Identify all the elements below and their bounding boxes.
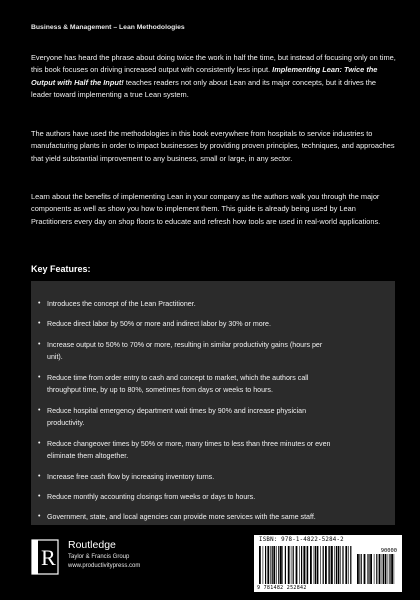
barcode-stripe (259, 546, 261, 584)
barcode-stripe (320, 546, 321, 584)
barcode-stripe (267, 546, 269, 584)
barcode-stripe (296, 546, 298, 584)
barcode-stripe (276, 546, 277, 584)
feature-text: Reduce direct labor by 50% or more and indirect labor by 30% or more. (47, 320, 271, 328)
price-code: 90000 (380, 548, 397, 554)
barcode-stripe (379, 554, 381, 584)
barcode-stripe (273, 546, 275, 584)
feature-text: Introduces the concept of the Lean Practitioner. (47, 300, 196, 308)
barcode-stripe (342, 546, 343, 584)
barcode-stripe (315, 546, 316, 584)
barcode-stripe (370, 554, 372, 584)
barcode-stripe (350, 546, 351, 584)
feature-item (38, 339, 337, 363)
barcode-stripe (368, 554, 369, 584)
feature-text: Reduce monthly accounting closings from weeks or days to hours. (47, 493, 256, 501)
description-paragraph-1 (31, 52, 397, 102)
barcode-stripe (385, 554, 387, 584)
barcode-stripe (299, 546, 300, 584)
bullet-icon: • (38, 493, 41, 500)
bullet-icon: • (38, 513, 41, 520)
routledge-logo-icon (31, 538, 61, 576)
barcode-stripe (301, 546, 302, 584)
feature-item (38, 471, 337, 483)
barcode-stripe (340, 546, 341, 584)
book-title-inline: Implementing Lean: Twice the Output with Half the Input! (31, 65, 378, 87)
barcode-stripe (278, 546, 279, 584)
barcode-stripe (317, 546, 319, 584)
feature-text: Government, state, and local agencies can provide more services with the same staff. (47, 513, 316, 521)
feature-item (38, 491, 337, 503)
feature-item (38, 318, 337, 330)
barcode-stripe (280, 546, 282, 584)
paragraph-1-intro: Everyone has heard the phrase about doing twice the work in half the time, but instead of focusing only on time, this book focuses on driving increased output with consistently less input. (31, 53, 396, 75)
feature-text: Reduce time from order entry to cash and concept to market, which the authors call throughput time, by up to 80%, sometimes from days or weeks to hours. (47, 374, 309, 395)
paragraph-1-rest: teaches readers not only about Lean and its major concepts, but it drives the leader toward implementing a true Lean system. (31, 77, 377, 100)
barcode-stripe (382, 554, 383, 584)
key-features-box (31, 281, 395, 525)
barcode-bars (259, 546, 355, 584)
barcode-stripe (323, 546, 324, 584)
key-features-heading: Key Features: (31, 264, 91, 274)
bullet-icon: • (38, 407, 41, 414)
barcode-stripe (334, 546, 335, 584)
barcode-stripe (282, 546, 283, 584)
barcode-stripe (336, 546, 337, 584)
barcode-stripe (310, 546, 312, 584)
barcode-stripe (328, 546, 329, 584)
publisher-group: Taylor & Francis Group (68, 554, 130, 560)
barcode-stripe (314, 546, 315, 584)
bullet-icon: • (38, 440, 41, 447)
barcode-stripe (306, 546, 307, 584)
barcode-stripe (270, 546, 271, 584)
barcode-stripe (307, 546, 308, 584)
bullet-icon: • (38, 374, 41, 381)
bullet-icon: • (38, 473, 41, 480)
barcode-stripe (364, 554, 366, 584)
bullet-icon: • (38, 341, 41, 348)
publisher-block (31, 538, 231, 578)
feature-item (38, 372, 337, 396)
barcode-stripe (348, 546, 349, 584)
description-paragraph-2: The authors have used the methodologies in this book everywhere from hospitals to service industries to manufacturing plants in order to impact businesses by providing proven principles, techniques, and approaches that yield substantial improvement to any business, small or large, in any sector. (31, 129, 395, 163)
barcode-stripe (329, 546, 330, 584)
barcode-stripe (325, 546, 327, 584)
barcode-stripe (388, 554, 389, 584)
barcode-stripe (374, 554, 375, 584)
barcode-stripe (263, 546, 264, 584)
barcode-stripe (345, 546, 347, 584)
barcode-stripe (361, 554, 362, 584)
barcode-stripe (265, 546, 266, 584)
barcode-stripe (291, 546, 292, 584)
barcode-stripe (391, 554, 393, 584)
barcode-stripe (357, 554, 359, 584)
feature-text: Reduce changeover times by 50% or more, many times to less than three minutes or even eliminate them altogether. (47, 440, 331, 461)
isbn-barcode (254, 535, 402, 592)
svg-text:R: R (41, 545, 56, 570)
barcode-stripe (272, 546, 273, 584)
barcode-stripe (389, 554, 390, 584)
barcode-stripe (338, 546, 340, 584)
publisher-name: Routledge (68, 539, 116, 551)
barcode-stripe (285, 546, 286, 584)
bullet-icon: • (38, 300, 41, 307)
barcode-stripe (376, 554, 377, 584)
category-label: Business & Management – Lean Methodologies (31, 24, 185, 31)
barcode-stripe (303, 546, 305, 584)
barcode-digits: 9 781482 252842 (257, 585, 307, 591)
barcode-stripe (331, 546, 333, 584)
feature-item (38, 405, 337, 429)
feature-text: Reduce hospital emergency department wait times by 90% and increase physician productivity. (47, 407, 307, 428)
publisher-url: www.productivitypress.com (68, 563, 141, 569)
feature-item (38, 298, 337, 310)
barcode-stripe (367, 554, 368, 584)
barcode-stripe (394, 554, 395, 584)
feature-text: Increase free cash flow by increasing inventory turns. (47, 473, 215, 481)
description-paragraph-3: Learn about the benefits of implementing Lean in your company as the authors walk you through the major components as well as show you how to implement them. This guide is already being used by Lean Practitioners every day on shop floors to educate and refresh how tools are used in real-world applications. (31, 192, 381, 226)
barcode-stripe (383, 554, 384, 584)
barcode-stripe (288, 546, 290, 584)
bullet-icon: • (38, 320, 41, 327)
feature-text: Increase output to 50% to 70% or more, resulting in similar productivity gains (hours per unit). (47, 341, 323, 362)
feature-item (38, 511, 337, 523)
barcode-stripe (359, 554, 360, 584)
barcode-addon-bars (357, 554, 397, 584)
barcode-stripe (293, 546, 294, 584)
isbn-number: ISBN: 978-1-4822-5284-2 (259, 537, 344, 543)
feature-item (38, 438, 337, 462)
